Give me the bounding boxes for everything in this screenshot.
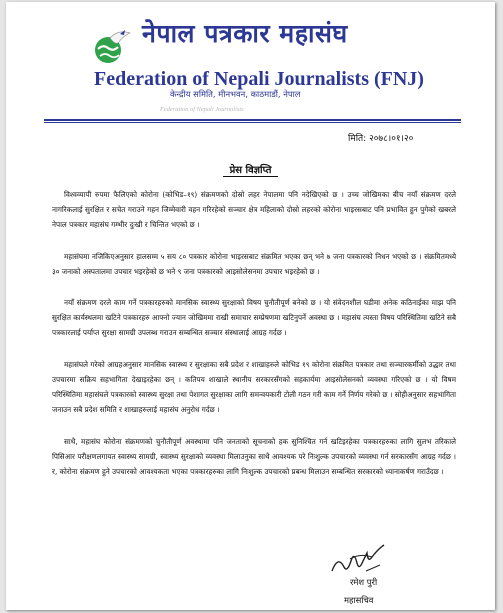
org-title-nepali: नेपाल पत्रकार महासंघ [142, 19, 348, 48]
document-heading: प्रेस विज्ञप्ति [229, 165, 272, 176]
heading-underline [223, 176, 278, 177]
body-paragraph: साथै, महासंघ कोरोना संक्रमणको चुनौतीपूर्ण अवस्थामा पनि जनताको सूचनाको हक सुनिश्चित गर्न खटिइरहेका पत्रकारहरुका लागि सुलभ तरिकाले पिसिआर परीक्षणलगायत स्वास्थ्य सामग्री, स्वास्थ्य सुरक्षाको व्यवस्था मिलाउनुका साथै आवश्यक परे निःशुल्क उपचारको व्यवस्था गर्न सरकारसँग आग्रह गर्दछ । र, कोरोना संक्रमण हुने उपचारको आवश्यकता भएका पत्रकारहरुका लागि निःशुल्क उपचारको प्रबन्ध मिलाउन सम्बन्धित सरकारको ध्यानाकर्षण गराउँदछ । [52, 436, 456, 476]
watermark-text: Federation of Nepali Journalists [160, 106, 244, 113]
body-paragraph: नयाँ संक्रमण दरले काम गर्ने पत्रकारहरुको मानसिक स्वास्थ्य सुरक्षाको विषय चुनौतीपूर्ण बनेको छ । यो संवेदनशील घडीमा अनेक कठिनाईका माझ पनि सुरक्षित कार्यस्थलमा खटिने पत्रकारहरु आफ्नो ज्यान जोखिममा राखी समाचार सम्प्रेषणमा खटिनुपर्ने अवस्था छ । महासंघ त्यस्ता विषय परिस्थितिमा खटिने सबै पत्रकारलाई पर्याप्त सुरक्षा सामग्री उपलब्ध गराउन सम्बन्धित सञ्चार संस्थालाई आग्रह गर्दछ । [52, 298, 456, 338]
document-body [52, 187, 456, 495]
header-divider [44, 119, 461, 121]
press-release-page [6, 2, 495, 610]
org-address: केन्द्रीय समिति, मीनभवन, काठमाडौं, नेपाल [170, 89, 301, 99]
handwritten-signature [326, 541, 396, 581]
body-paragraph: महासंघमा नजिकिएअनुसार हालसम्म ५ सय ८० पत्रकार कोरोना भाइरसबाट संक्रमित भएका छन् भने ७ जना पत्रकारको निधन भएको छ । संक्रमितमध्ये ३० जनाको अस्पतालमा उपचार भइरहेको छ भने ९ जना पत्रकारको आइसोलेसनमा उपचार भइरहेको छ । [52, 251, 456, 276]
body-paragraph: विश्वव्यापी रुपमा फैलिएको कोरोना (कोभिड–१९) संक्रमणको दोस्रो लहर नेपालमा पनि नदेखिएको छ । उच्च जोखिमका बीच नयाँ संक्रमण दरले नागरिकलाई सुरक्षित र सचेत गराउने गहन जिम्मेवारी वहन गरिरहेको सञ्चार क्षेत्र महिलाको दोस्रो लहरको कोरोना भाइरसबाट पनि प्रभावित हुन पुगेको खबरले नेपाल पत्रकार महासंघ गम्भीर दुःखी र चिन्तित भएको छ । [52, 190, 456, 230]
org-title-english: Federation of Nepali Journalists (FNJ) [94, 68, 424, 90]
signatory-name: रमेश पुरी [350, 577, 378, 587]
body-paragraph: महासंघले गरेको आग्रहअनुसार मानसिक स्वास्थ्य र सुरक्षाका सबै प्रदेश र शाखाहरुले कोभिड १९ कोरोना संक्रमित पत्रकार तथा सञ्चारकर्मीको उद्धार तथा उपचारमा सक्रिय सहभागिता देखाइरहेका छन् । कतिपय शाखाले स्थानीय सरकारसँगको सहकार्यमा आइसोलेसनको व्यवस्था गरिएको छ । यो विषम परिस्थितिमा महासंघले पत्रकारको स्वास्थ्य सुरक्षा तथा पेशागत सुरक्षाका लागि समन्वयकारी टोली गठन गरी काम गर्ने निर्णय गरेको छ । सोहीअनुसार सहभागिता जनाउन सबै प्रदेश समिति र शाखाहरुलाई महासंघ अनुरोध गर्दछ । [52, 359, 456, 415]
fnj-logo-icon [90, 28, 132, 68]
document-date: मिति: २०७८।०१।२० [348, 134, 414, 144]
signatory-title: महासचिव [344, 595, 374, 605]
header-divider-thin [44, 122, 461, 123]
